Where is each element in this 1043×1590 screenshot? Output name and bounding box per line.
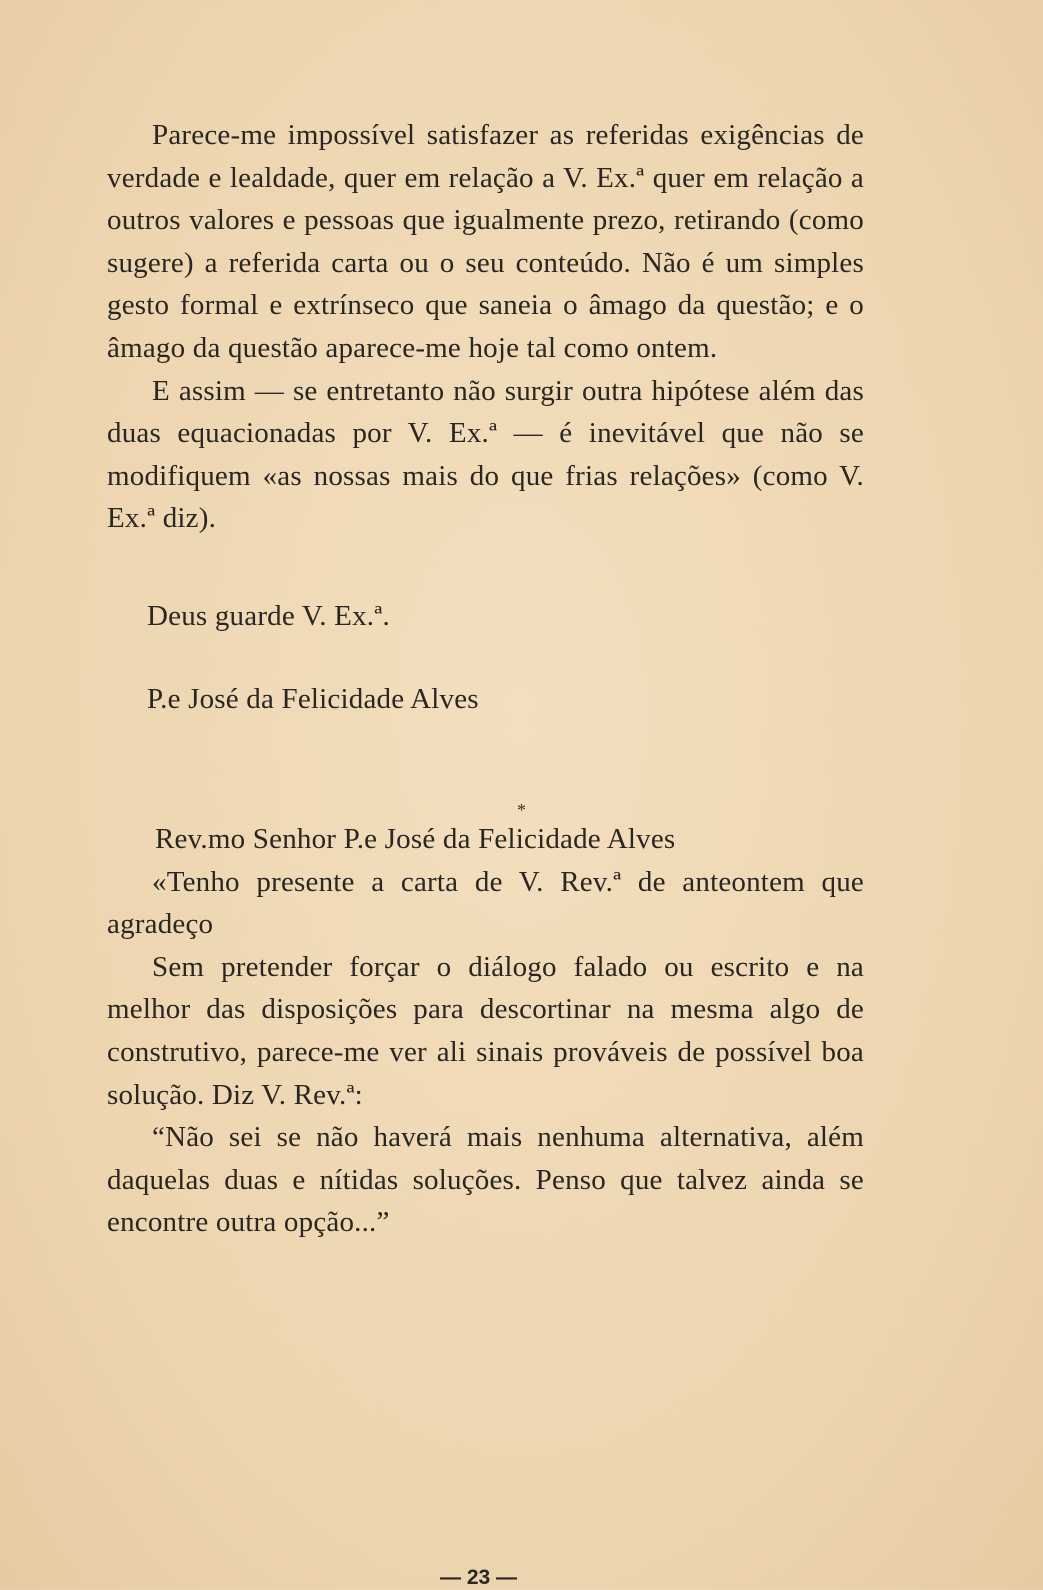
letter-1-body: [107, 114, 864, 540]
signature-line: P.e José da Felicidade Alves: [147, 683, 479, 715]
page-number: — 23 —: [440, 1566, 518, 1589]
letter-1-closing: [147, 595, 904, 638]
section-ornament: *: [517, 800, 526, 820]
letter-2-paragraph-2: “Não sei se não haverá mais nenhuma alternativa, além daquelas duas e nítidas soluções. Penso que talvez ainda se encontre outra opção...”: [107, 1121, 864, 1239]
closing-line: Deus guarde V. Ex.ª.: [147, 600, 390, 632]
letter-2-paragraph-1: Sem pretender forçar o diálogo falado ou escrito e na melhor das disposições para descortinar na mesma algo de construtivo, parece-me ver ali sinais prováveis de possível boa solução. Diz V. Rev.ª:: [107, 950, 864, 1111]
letter-2-line-1: «Tenho presente a carta de V. Rev.ª de anteontem que agradeço: [107, 865, 864, 941]
letter-1-signature: [147, 678, 904, 721]
letter-2-salutation: Rev.mo Senhor P.e José da Felicidade Alves: [155, 823, 676, 855]
letter-2-body: [107, 818, 864, 1244]
letter-1-paragraph-1: Parece-me impossível satisfazer as referidas exigências de verdade e lealdade, quer em relação a V. Ex.ª quer em relação a outros valores e pessoas que igualmente prezo, retirando (como sugere) a referida carta ou o seu conteúdo. Não é um simples gesto formal e extrínseco que saneia o âmago da questão; e o âmago da questão aparece-me hoje tal como ontem.: [107, 119, 864, 364]
letter-1-paragraph-2: E assim — se entretanto não surgir outra hipótese além das duas equacionadas por V. Ex.ª — é inevitável que não se modifiquem «as nossas mais do que frias relações» (como V. Ex.ª diz).: [107, 374, 864, 535]
